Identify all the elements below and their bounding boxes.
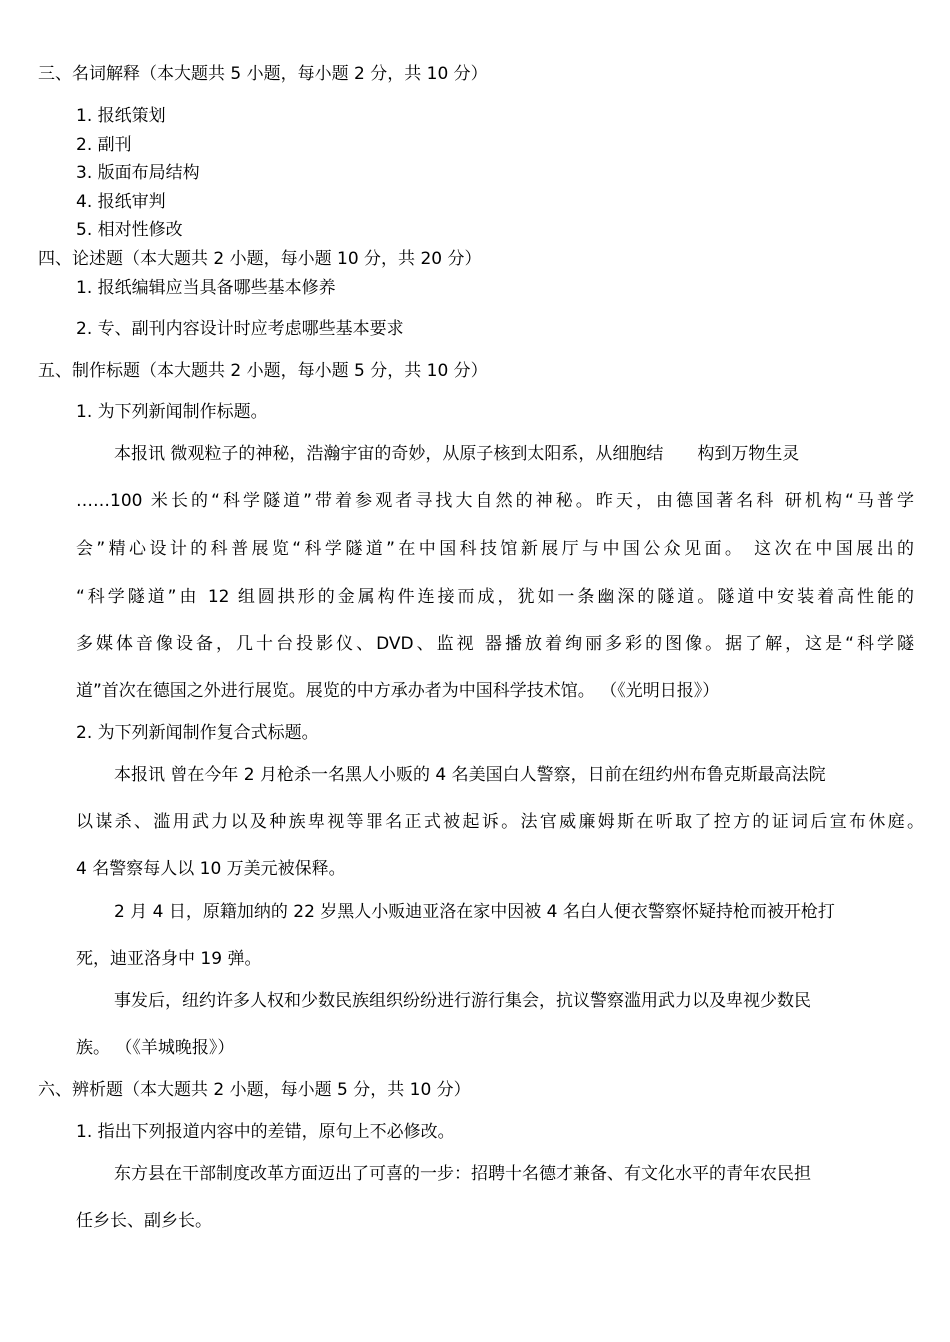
section-3-heading: 三、名词解释（本大题共 5 小题，每小题 2 分，共 10 分）: [38, 64, 488, 84]
paragraph-line: 事发后，纽约许多人权和少数民族组织纷纷进行游行集会，抗议警察滥用武力以及卑视少数民: [114, 991, 811, 1011]
section-4-heading: 四、论述题（本大题共 2 小题，每小题 10 分，共 20 分）: [38, 249, 482, 269]
paragraph-line: 任乡长、副乡长。: [76, 1211, 212, 1231]
paragraph-line: 东方县在干部制度改革方面迈出了可喜的一步：招聘十名德才兼备、有文化水平的青年农民担: [114, 1164, 811, 1184]
paragraph-line: 多媒体音像设备，几十台投影仪、DVD、监视 器播放着绚丽多彩的图像。据了解，这是“科学隧: [76, 634, 914, 654]
paragraph-line: 死，迪亚洛身中 19 弹。: [76, 949, 262, 969]
list-item: 4. 报纸审判: [76, 192, 166, 212]
list-item: 5. 相对性修改: [76, 220, 183, 240]
paragraph-line: 族。 （《羊城晚报》）: [76, 1038, 235, 1058]
section-6-heading: 六、辨析题（本大题共 2 小题，每小题 5 分，共 10 分）: [38, 1080, 471, 1100]
list-item: 2. 副刊: [76, 135, 132, 155]
question-prompt: 2. 为下列新闻制作复合式标题。: [76, 723, 319, 743]
list-item: 2. 专、副刊内容设计时应考虑哪些基本要求: [76, 319, 404, 339]
paragraph-line: “科学隧道”由 12 组圆拱形的金属构件连接而成，犹如一条幽深的隧道。隧道中安装着高性能的: [76, 587, 914, 607]
question-prompt: 1. 指出下列报道内容中的差错，原句上不必修改。: [76, 1122, 455, 1142]
list-item: 1. 报纸策划: [76, 106, 166, 126]
paragraph-line: 2 月 4 日，原籍加纳的 22 岁黑人小贩迪亚洛在家中因被 4 名白人便衣警察怀疑持枪而被开枪打: [114, 902, 835, 922]
paragraph-line: 4 名警察每人以 10 万美元被保释。: [76, 859, 346, 879]
paragraph-line: 会”精心设计的科普展览“科学隧道”在中国科技馆新展厅与中国公众见面。 这次在中国展出的: [76, 539, 914, 559]
list-item: 1. 报纸编辑应当具备哪些基本修养: [76, 278, 336, 298]
paragraph-line: 本报讯 曾在今年 2 月枪杀一名黑人小贩的 4 名美国白人警察，日前在纽约州布鲁克斯最高法院: [114, 765, 826, 785]
question-prompt: 1. 为下列新闻制作标题。: [76, 402, 268, 422]
paragraph-line: ……100 米长的“科学隧道”带着参观者寻找大自然的神秘。昨天，由德国著名科 研机构“马普学: [76, 491, 914, 511]
list-item: 3. 版面布局结构: [76, 163, 200, 183]
paragraph-line: 以谋杀、滥用武力以及种族卑视等罪名正式被起诉。法官威廉姆斯在听取了控方的证词后宣布休庭。: [76, 812, 924, 832]
section-5-heading: 五、制作标题（本大题共 2 小题，每小题 5 分，共 10 分）: [38, 361, 488, 381]
paragraph-line: 道”首次在德国之外进行展览。展览的中方承办者为中国科学技术馆。 （《光明日报》）: [76, 681, 720, 701]
paragraph-line: 本报讯 微观粒子的神秘，浩瀚宇宙的奇妙，从原子核到太阳系，从细胞结 构到万物生灵: [114, 444, 800, 464]
